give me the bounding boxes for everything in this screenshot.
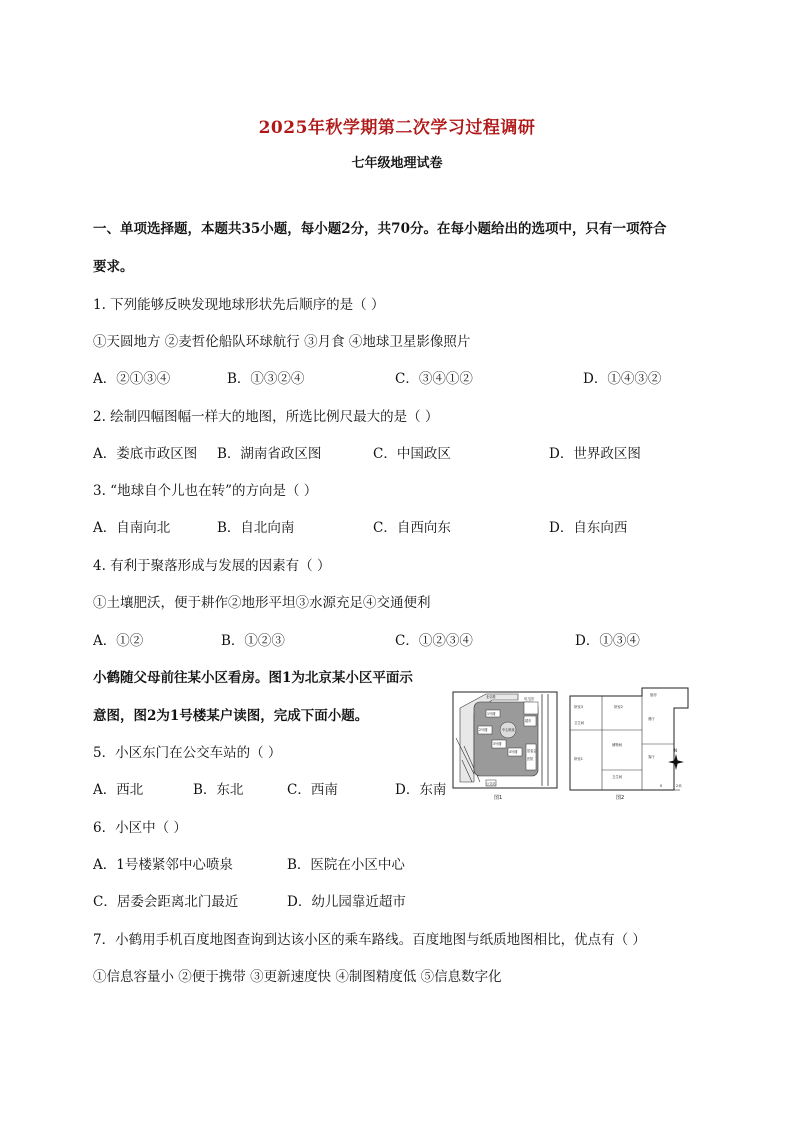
- option-a[interactable]: A．1号楼紧邻中心喷泉: [93, 857, 233, 873]
- option-b[interactable]: B．①②③: [221, 633, 285, 649]
- label-living: 客厅: [648, 755, 655, 759]
- option-b[interactable]: B．东北: [193, 782, 244, 798]
- label-road: 北京路: [486, 695, 496, 699]
- question-2-stem: 2. 绘制四幅图幅一样大的地图，所选比例尺最大的是（ ）: [93, 409, 439, 425]
- label-fountain: 中心喷泉: [502, 728, 515, 732]
- option-b[interactable]: B．湖南省政区图: [217, 446, 322, 462]
- label-building-2: 2号楼: [479, 728, 488, 732]
- option-d[interactable]: D．东南: [395, 782, 447, 798]
- question-4-stem: 4. 有利于聚落形成与发展的因素有（ ）: [93, 558, 331, 574]
- material-intro-line2: 意图，图2为1号楼某户读图，完成下面小题。: [93, 708, 369, 724]
- section-instructions-line1: 一、单项选择题，本题共35小题，每小题2分，共70分。在每小题给出的选项中，只有一项符合: [93, 221, 667, 237]
- option-a[interactable]: A．自南向北: [93, 520, 171, 536]
- option-d[interactable]: D．幼儿园靠近超市: [287, 894, 406, 910]
- question-6-stem: 6．小区中（ ）: [93, 820, 187, 836]
- question-4-items: ①土壤肥沃，便于耕作②地形平坦③水源充足④交通便利: [93, 595, 431, 611]
- figure-2-caption: 图2: [616, 795, 625, 801]
- material-intro-line1: 小鹤随父母前往某小区看房。图1为北京某小区平面示: [93, 670, 413, 686]
- label-kindergarten: 幼儿园: [524, 697, 534, 701]
- option-a[interactable]: A．①②: [93, 633, 144, 649]
- question-3-stem: 3. “地球自个儿也在转”的方向是（ ）: [93, 483, 318, 499]
- option-d[interactable]: D．自东向西: [549, 520, 628, 536]
- option-b[interactable]: B．①③②④: [227, 371, 305, 387]
- figure-1-caption: 图1: [494, 795, 503, 801]
- label-supermarket: 超市: [525, 719, 532, 723]
- option-a[interactable]: A．娄底市政区图: [93, 446, 198, 462]
- label-committee: 居委会: [527, 749, 537, 753]
- section-instructions-line2: 要求。: [93, 259, 134, 275]
- question-7-items: ①信息容量小 ②便于携带 ③更新速度快 ④制图精度低 ⑤信息数字化: [93, 969, 502, 985]
- label-hospital: 医院: [527, 757, 534, 761]
- option-c[interactable]: C．居委会距离北门最近: [93, 894, 239, 910]
- label-bathroom-1: 卫生间: [574, 721, 585, 725]
- option-c[interactable]: C．中国政区: [373, 446, 451, 462]
- option-d[interactable]: D．世界政区图: [549, 446, 641, 462]
- question-1-items: ①天圆地方 ②麦哲伦船队环球航行 ③月食 ④地球卫星影像照片: [93, 334, 471, 350]
- label-storage: 储物间: [612, 743, 623, 747]
- svg-text:0: 0: [660, 784, 663, 788]
- svg-text:N: N: [674, 748, 677, 753]
- label-building-3: 3号楼: [493, 742, 502, 746]
- label-building-4: 4号楼: [509, 750, 518, 754]
- figure-1-community-map: [453, 692, 557, 801]
- page-title: 2025年秋学期第二次学习过程调研: [258, 118, 536, 138]
- option-c[interactable]: C．自西向东: [373, 520, 451, 536]
- label-bus-stop: 公交站: [486, 782, 496, 786]
- map-figure: [452, 686, 690, 804]
- option-a[interactable]: A．②①③④: [93, 371, 171, 387]
- option-c[interactable]: C．①②③④: [395, 633, 473, 649]
- figure-2-floor-plan: [570, 688, 688, 801]
- svg-text:2米: 2米: [676, 784, 682, 788]
- question-5-stem: 5．小区东门在公交车站的（ ）: [93, 745, 282, 761]
- option-d[interactable]: D．①④③②: [583, 371, 662, 387]
- label-bedroom-1: 卧室1: [574, 757, 583, 761]
- label-bedroom-3: 卧室3: [574, 705, 583, 709]
- option-c[interactable]: C．西南: [287, 782, 338, 798]
- option-a[interactable]: A．西北: [93, 782, 144, 798]
- option-c[interactable]: C．③④①②: [395, 371, 473, 387]
- label-dining: 餐厅: [648, 717, 655, 721]
- label-kitchen: 厨房: [650, 693, 657, 697]
- label-bathroom-2: 卫生间: [612, 775, 623, 779]
- question-1-stem: 1. 下列能够反映发现地球形状先后顺序的是（ ）: [93, 297, 385, 313]
- label-building-1: 1号楼: [487, 712, 496, 716]
- label-bedroom-2: 卧室2: [614, 705, 623, 709]
- option-d[interactable]: D．①③④: [575, 633, 640, 649]
- question-7-stem: 7．小鹤用手机百度地图查询到达该小区的乘车路线。百度地图与纸质地图相比，优点有（ ）: [93, 932, 646, 948]
- option-b[interactable]: B．自北向南: [217, 520, 295, 536]
- page-subtitle: 七年级地理试卷: [351, 156, 443, 171]
- option-b[interactable]: B．医院在小区中心: [287, 857, 405, 873]
